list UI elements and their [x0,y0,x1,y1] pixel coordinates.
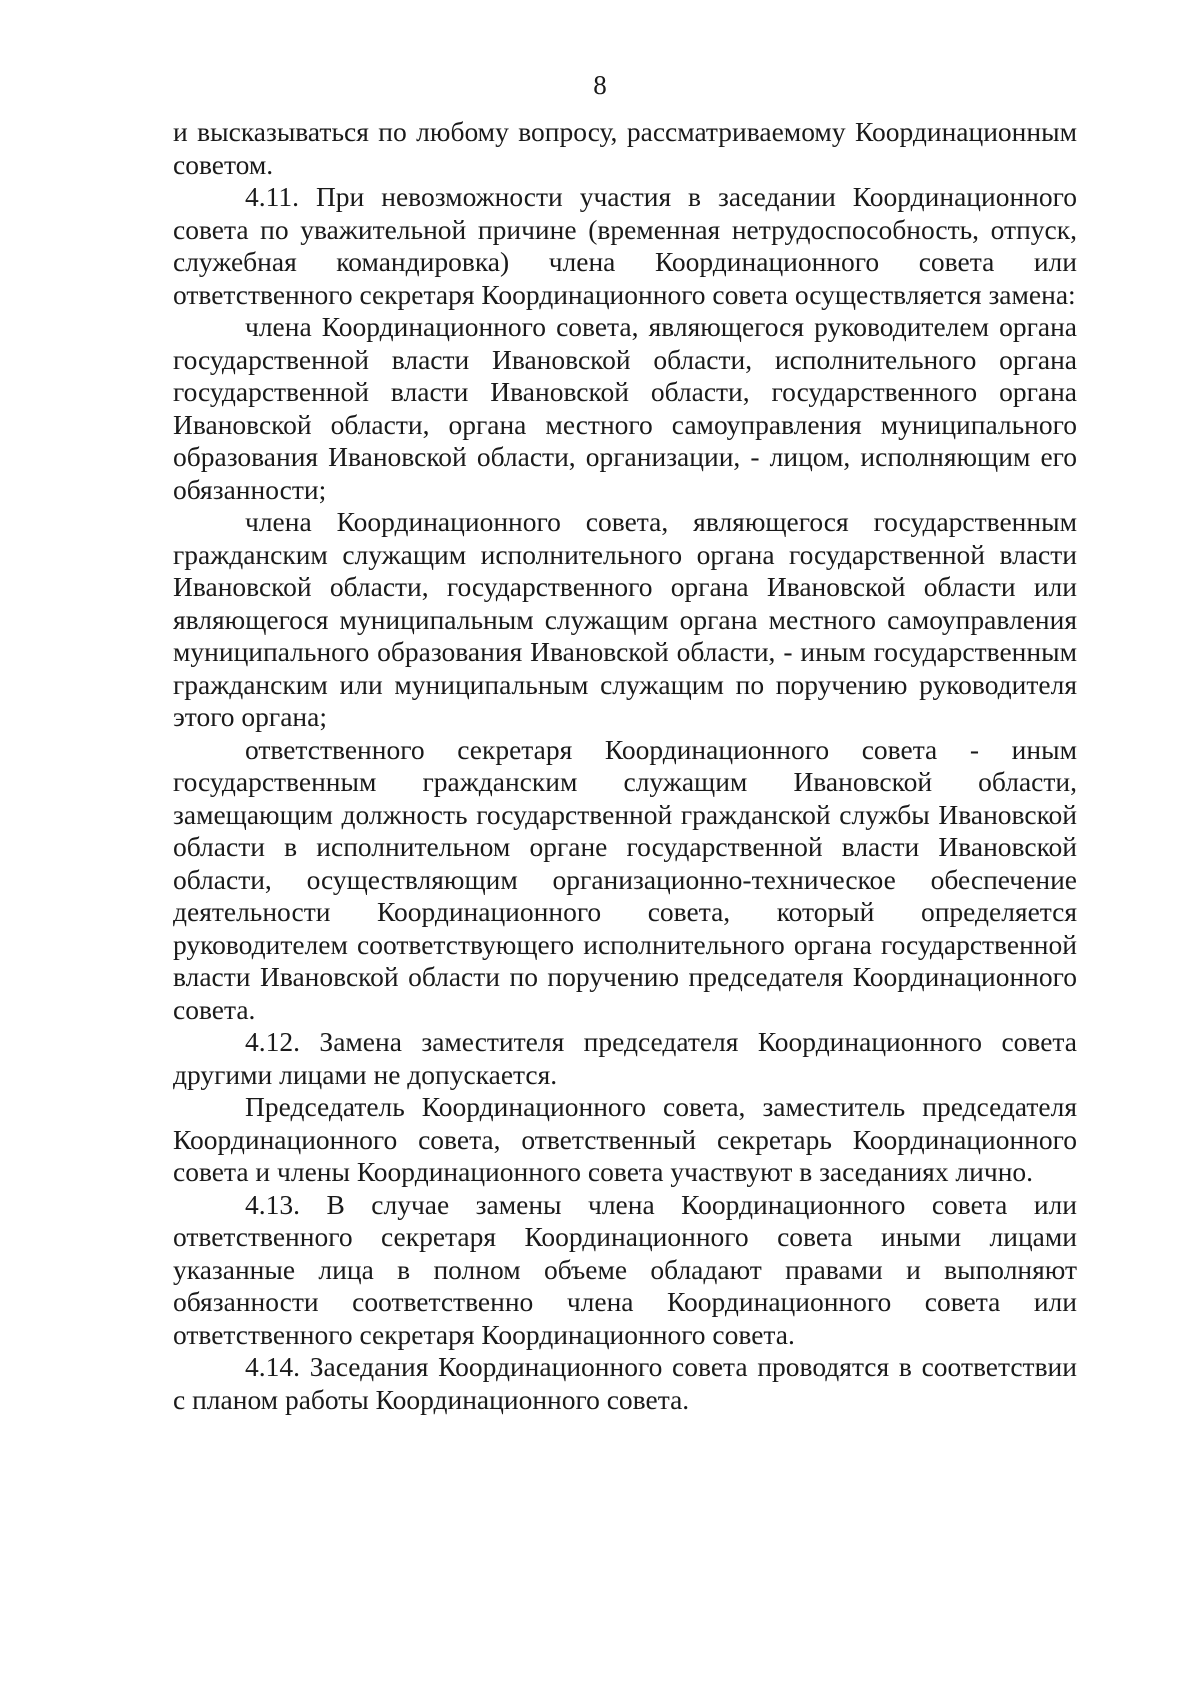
paragraph-personal-participation: Председатель Координационного совета, заместитель председателя Координационного совета, ответственный секретарь Координационного совета и члены Координационного совета участвуют в заседаниях лично. [173,1091,1077,1187]
paragraph-4-13: 4.13. В случае замены члена Координационного совета или ответственного секретаря Координационного совета иными лицами указанные лица в полном объеме обладают правами и выполняют обязанности соответственно члена Координационного совета или ответственного секретаря Координационного совета. [173,1188,1077,1350]
document-body [173,116,1077,1416]
paragraph-replacement-head: члена Координационного совета, являющегося руководителем органа государственной власти Ивановской области, исполнительного органа государственной власти Ивановской области, государственного органа Ивановской области, органа местного самоуправления муниципального образования Ивановской области, организации, - лицом, исполняющим его обязанности; [173,311,1077,505]
paragraph-4-14: 4.14. Заседания Координационного совета проводятся в соответствии с планом работы Координационного совета. [173,1351,1077,1415]
paragraph-replacement-civil-servant: члена Координационного совета, являющегося государственным гражданским служащим исполнительного органа государственной власти Ивановской области, государственного органа Ивановской области или являющегося муниципальным служащим органа местного самоуправления муниципального образования Ивановской области, - иным государственным гражданским или муниципальным служащим по поручению руководителя этого органа; [173,506,1077,732]
paragraph-continuation: и высказываться по любому вопросу, рассматриваемому Координационным советом. [173,116,1077,180]
paragraph-replacement-secretary: ответственного секретаря Координационного совета - иным государственным гражданским служащим Ивановской области, замещающим должность государственной гражданской службы Ивановской области в исполнительном органе государственной власти Ивановской области, осуществляющим организационно-техническое обеспечение деятельности Координационного совета, который определяется руководителем соответствующего исполнительного органа государственной власти Ивановской области по поручению председателя Координационного совета. [173,733,1077,1025]
paragraph-4-11: 4.11. При невозможности участия в заседании Координационного совета по уважительной причине (временная нетрудоспособность, отпуск, служебная командировка) члена Координационного совета или ответственного секретаря Координационного совета осуществляется замена: [173,181,1077,310]
page-number: 8 [593,70,607,100]
paragraph-4-12: 4.12. Замена заместителя председателя Координационного совета другими лицами не допускается. [173,1026,1077,1090]
